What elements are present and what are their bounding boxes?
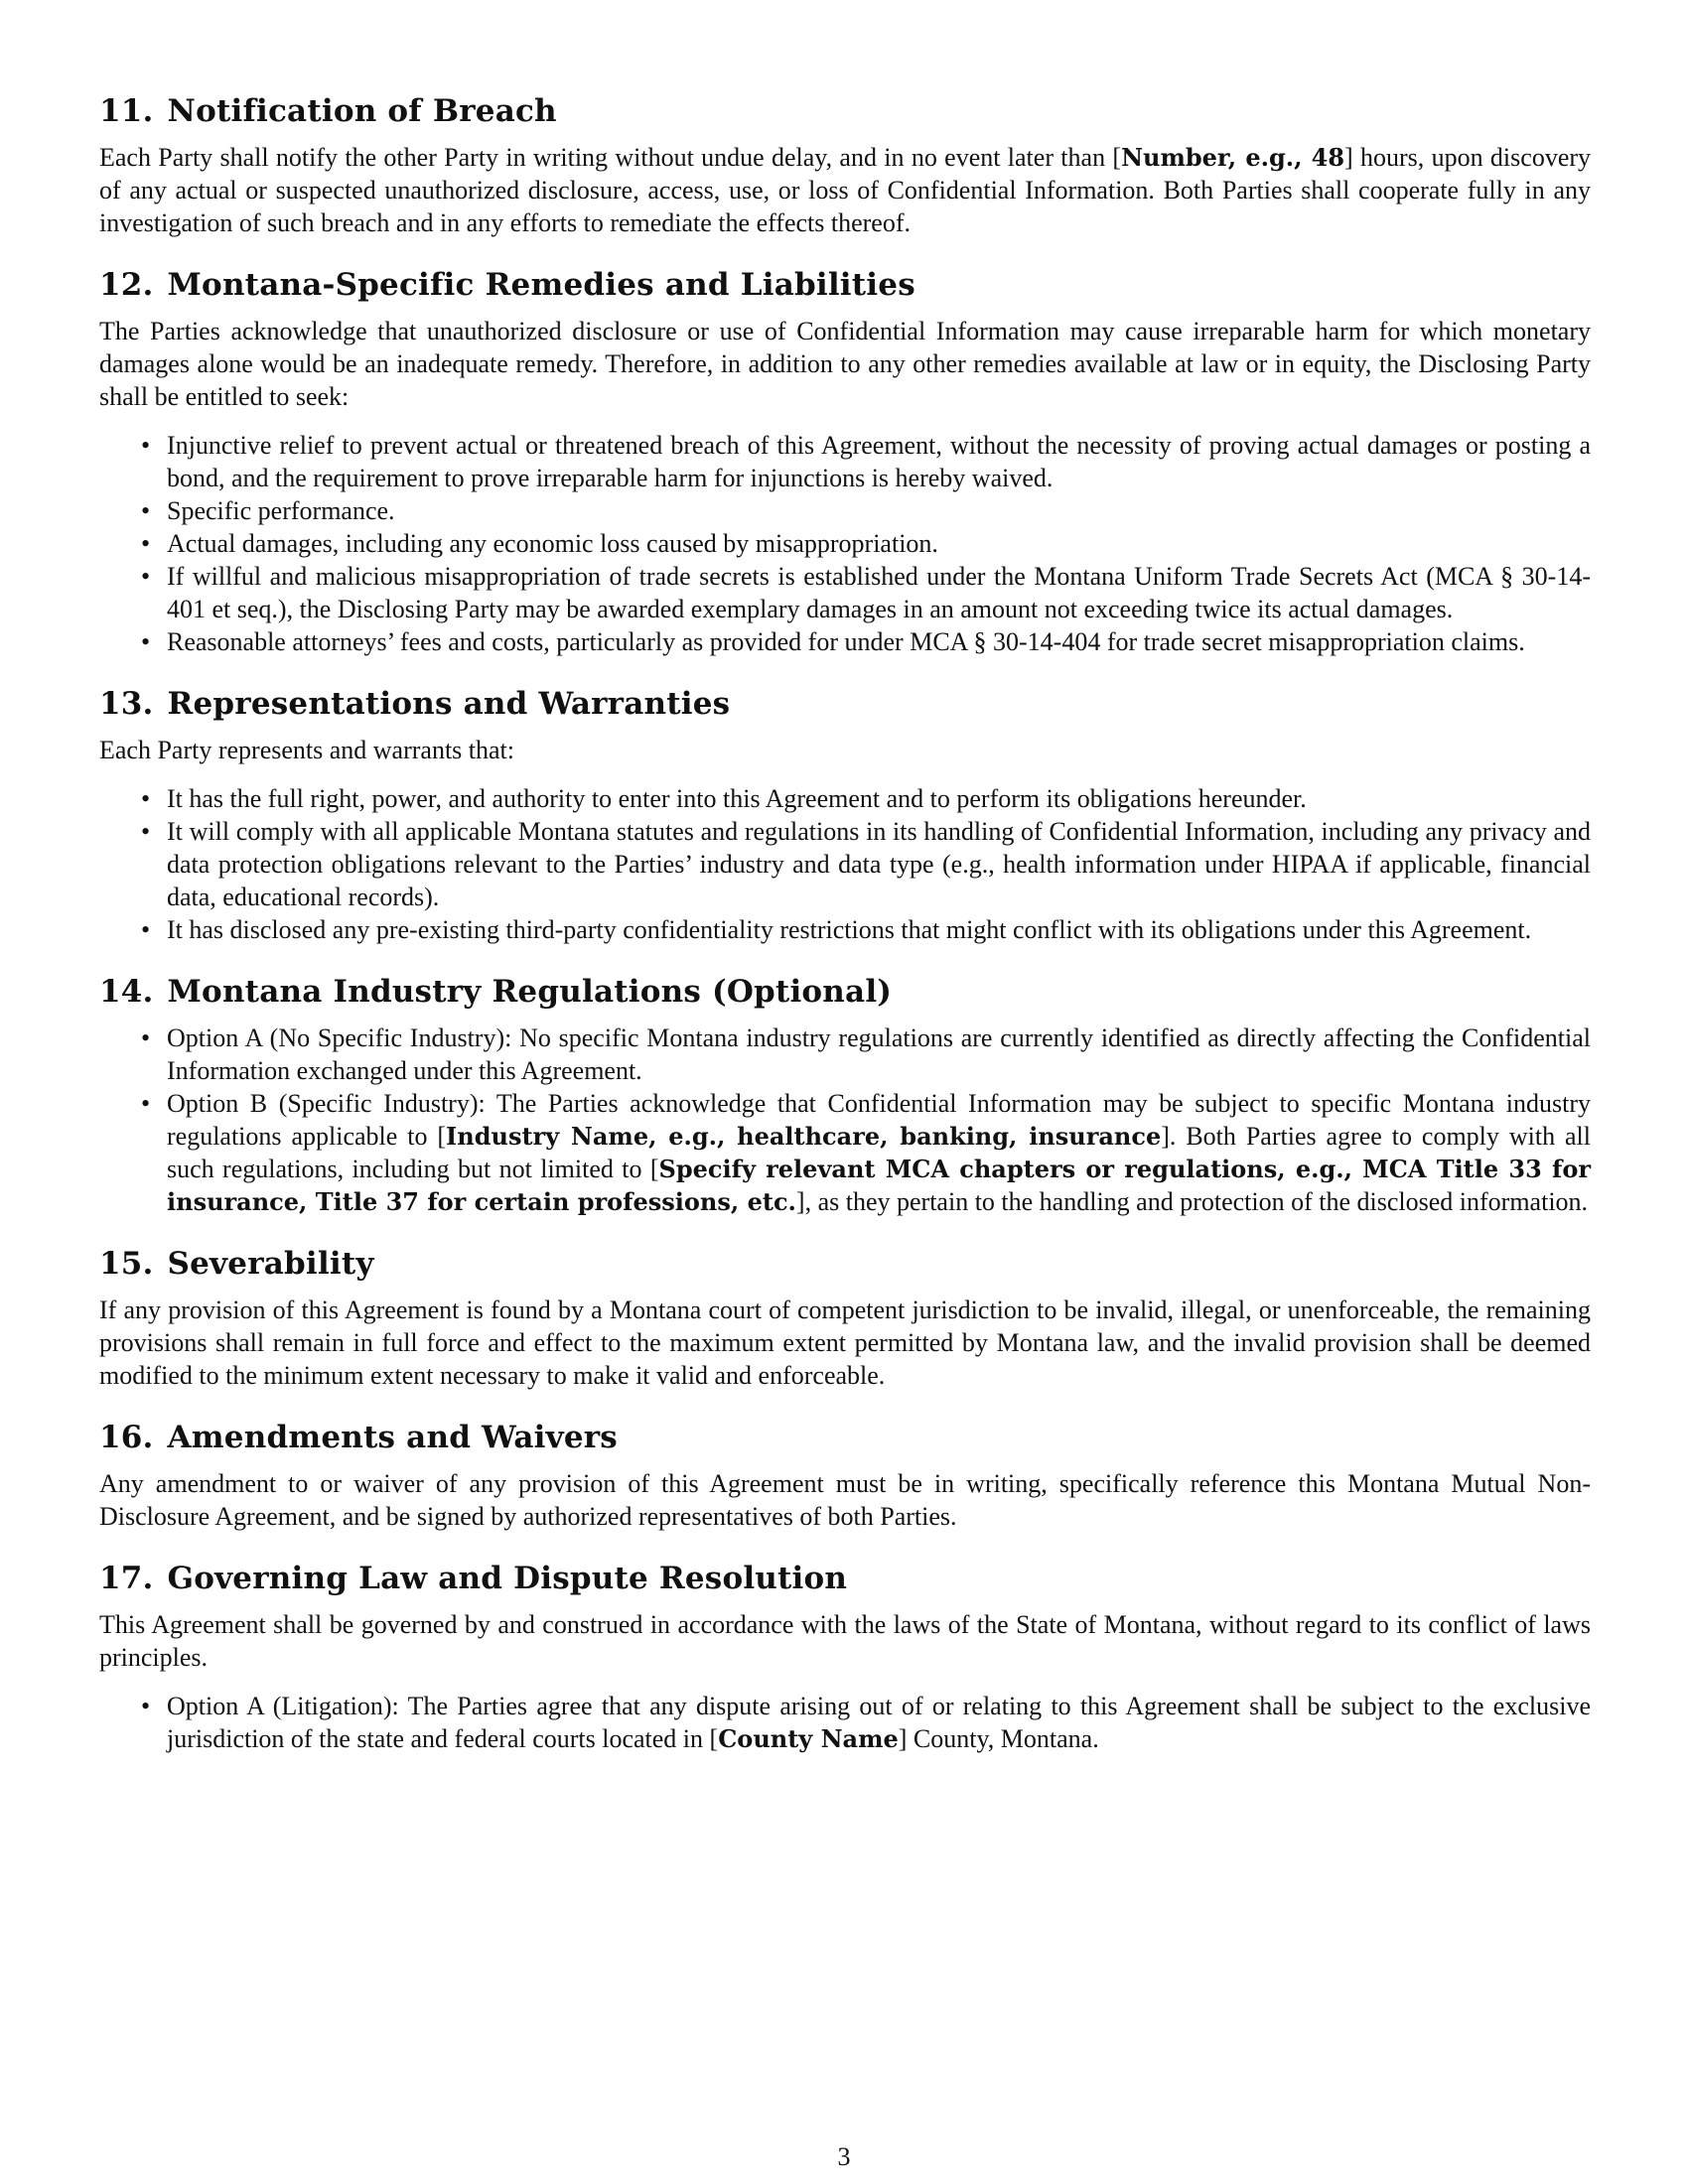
- section-13: [99, 684, 1591, 946]
- section-heading: 14. Montana Industry Regulations (Optional): [99, 974, 893, 1010]
- section-paragraph: The Parties acknowledge that unauthorized disclosure or use of Confidential Information may cause irreparable harm for which monetary damages alone would be an inadequate remedy. Therefore, in addition to any other remedies available at law or in equity, the Disclosing Party shall be entitled to seek:: [99, 317, 1591, 411]
- document-page: [99, 91, 1591, 1781]
- section-heading: 15. Severability: [99, 1246, 374, 1282]
- section-15: [99, 1244, 1591, 1392]
- section-paragraph: If any provision of this Agreement is found by a Montana court of competent jurisdiction to be invalid, illegal, or unenforceable, the remaining provisions shall remain in full force and effect to the maximum extent permitted by Montana law, and the invalid provision shall be deemed modified to the minimum extent necessary to make it valid and enforceable.: [99, 1296, 1591, 1390]
- section-heading: 11. Notification of Breach: [99, 93, 557, 129]
- warranties-list: [99, 782, 1591, 946]
- section-heading: 12. Montana-Specific Remedies and Liabilities: [99, 267, 915, 303]
- section-12: [99, 265, 1591, 658]
- list-item: • Reasonable attorneys’ fees and costs, particularly as provided for under MCA § 30-14-404 for trade secret misappropriation claims.: [167, 625, 1591, 658]
- remedies-list: [99, 429, 1591, 658]
- dispute-options-list: [99, 1690, 1591, 1755]
- list-item: • It has the full right, power, and authority to enter into this Agreement and to perform its obligations hereunder.: [167, 782, 1591, 815]
- list-item: • Injunctive relief to prevent actual or threatened breach of this Agreement, without the necessity of proving actual damages or posting a bond, and the requirement to prove irreparable harm for injunctions is hereby waived.: [167, 429, 1591, 494]
- section-paragraph: This Agreement shall be governed by and construed in accordance with the laws of the State of Montana, without regard to its conflict of laws principles.: [99, 1610, 1591, 1672]
- list-item: • Option A (No Specific Industry): No specific Montana industry regulations are currently identified as directly affecting the Confidential Information exchanged under this Agreement.: [167, 1022, 1591, 1087]
- section-heading: 13. Representations and Warranties: [99, 686, 731, 722]
- industry-options-list: [99, 1022, 1591, 1218]
- list-item: • Actual damages, including any economic loss caused by misappropriation.: [167, 527, 1591, 560]
- list-item: • Option A (Litigation): The Parties agree that any dispute arising out of or relating to this Agreement shall be subject to the exclusive jurisdiction of the state and federal courts located in [County Name] County, Montana.: [167, 1690, 1591, 1755]
- section-heading: 17. Governing Law and Dispute Resolution: [99, 1561, 848, 1596]
- page-number: 3: [837, 2142, 851, 2171]
- list-item: • Specific performance.: [167, 494, 1591, 527]
- section-heading: 16. Amendments and Waivers: [99, 1420, 618, 1455]
- section-17: [99, 1559, 1591, 1755]
- list-item: • If willful and malicious misappropriation of trade secrets is established under the Montana Uniform Trade Secrets Act (MCA § 30-14-401 et seq.), the Disclosing Party may be awarded exemplary damages in an amount not exceeding twice its actual damages.: [167, 560, 1591, 625]
- list-item: • It will comply with all applicable Montana statutes and regulations in its handling of Confidential Information, including any privacy and data protection obligations relevant to the Parties’ industry and data type (e.g., health information under HIPAA if applicable, financial data, educational records).: [167, 815, 1591, 913]
- list-item: • Option B (Specific Industry): The Parties acknowledge that Confidential Information may be subject to specific Montana industry regulations applicable to [Industry Name, e.g., healthcare, banking, insurance]. Both Parties agree to comply with all such regulations, including but not limited to [Specify relevant MCA chapters or regulations, e.g., MCA Title 33 for insurance, Title 37 for certain professions, etc.], as they pertain to the handling and protection of the disclosed information.: [167, 1087, 1591, 1218]
- section-paragraph: Any amendment to or waiver of any provision of this Agreement must be in writing, specifically reference this Montana Mutual Non-Disclosure Agreement, and be signed by authorized representatives of both Parties.: [99, 1469, 1591, 1531]
- section-16: [99, 1418, 1591, 1533]
- section-paragraph: Each Party represents and warrants that:: [99, 736, 515, 764]
- list-item: • It has disclosed any pre-existing third-party confidentiality restrictions that might conflict with its obligations under this Agreement.: [167, 913, 1591, 946]
- section-14: [99, 972, 1591, 1218]
- section-paragraph: Each Party shall notify the other Party in writing without undue delay, and in no event later than [Number, e.g., 48] hours, upon discovery of any actual or suspected unauthorized disclosure, access, use, or loss of Confidential Information. Both Parties shall cooperate fully in any investigation of such breach and in any efforts to remediate the effects thereof.: [99, 143, 1592, 237]
- section-11: [99, 91, 1591, 239]
